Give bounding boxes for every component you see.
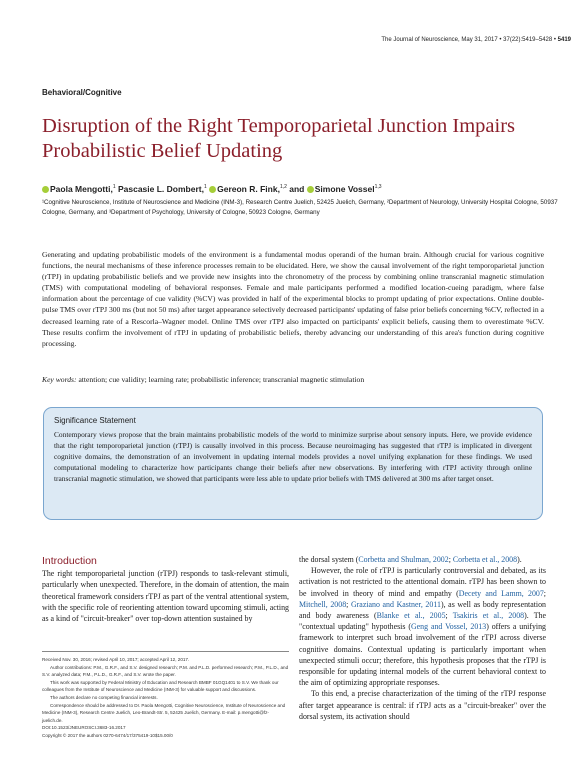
- footnote-funding: This work was supported by Federal Ministry of Education and Research BMBF 01GQ1401 to S.V. We thank our colleagues from the Institute of Neuroscience and Medicine (INM-3) for valuable support and discussions.: [42, 679, 279, 693]
- author-conjunction: and: [289, 184, 305, 194]
- significance-statement-box: [43, 407, 543, 520]
- author-affil-sup: 1: [112, 184, 116, 191]
- author-name[interactable]: Paola Mengotti,: [50, 184, 113, 194]
- author-name[interactable]: Simone Vossel: [314, 184, 375, 194]
- footnote-doi[interactable]: DOI:10.1523/JNEUROSCI.3683-16.2017: [42, 725, 126, 731]
- citation-link[interactable]: Decety and Lamm, 2007: [458, 588, 544, 598]
- keywords-label: Key words:: [42, 375, 77, 384]
- issue-pages: 37(22):5419–5428: [503, 37, 553, 43]
- author-affil-sup: 1,2: [279, 184, 287, 191]
- text-run: ) offers a unifying framework to interpret such broad involvement of the rTPJ across diverse cognitive domains. Contextual updating is particularly important when unexpected stimuli occur; therefore, this hypothesis proposes that the rTPJ is responsible for updating internal models of the current behavioral context to the aim of optimizing appropriate responses.: [299, 622, 546, 688]
- author-name[interactable]: Pascasie L. Dombert,: [117, 184, 204, 194]
- text-run: the dorsal system (: [299, 555, 359, 564]
- journal-citation: The Journal of Neuroscience, May 31, 2017: [381, 37, 498, 43]
- footnote-copyright: Copyright © 2017 the authors 0270-6474/17/375419-10$15.00/0: [42, 732, 173, 738]
- citation-link[interactable]: Blanke et al., 2005: [376, 611, 446, 621]
- text-run: However, the role of rTPJ is particularly controversial and debated, as its activation is not restricted to the attentional domain. rTPJ has been shown to be involved in theory of mind and empathy (: [299, 566, 546, 598]
- footnote-conflict: The authors declare no competing financial interests.: [50, 694, 158, 700]
- text-run: ;: [448, 555, 453, 564]
- page-number: 5419: [557, 37, 571, 43]
- running-header: The Journal of Neuroscience, May 31, 2017 • 37(22):5419–5428 • 5419: [381, 37, 571, 43]
- article-section: Behavioral/Cognitive: [42, 88, 122, 97]
- significance-title: Significance Statement: [54, 416, 136, 425]
- citation-link[interactable]: Mitchell, 2008: [299, 599, 347, 609]
- keywords: [42, 375, 364, 384]
- orcid-icon[interactable]: [209, 186, 216, 193]
- text-run: ), as well as body representation and body awareness (: [299, 599, 546, 621]
- citation-link[interactable]: Geng and Vossel, 2013: [410, 622, 487, 632]
- body-paragraph: [299, 554, 546, 565]
- footnotes: [42, 656, 289, 740]
- text-run: ;: [346, 599, 351, 609]
- author-name[interactable]: Gereon R. Fink,: [217, 184, 280, 194]
- text-run: ;: [543, 588, 546, 598]
- article-title: Disruption of the Right Temporoparietal Junction Impairs Probabilistic Belief Updating: [42, 115, 516, 162]
- text-run: ;: [445, 611, 453, 621]
- citation-link[interactable]: Corbetta et al., 2008: [452, 555, 518, 564]
- citation-link[interactable]: Graziano and Kastner, 2011: [350, 599, 441, 609]
- text-run: ). The "contextual updating" hypothesis (: [299, 611, 546, 632]
- citation-link[interactable]: Corbetta and Shulman, 2002: [358, 555, 449, 564]
- footnote-received: Received Nov. 30, 2016; revised April 10, 2017; accepted April 12, 2017.: [42, 657, 190, 662]
- body-paragraph: [299, 565, 546, 688]
- orcid-icon[interactable]: [307, 186, 314, 193]
- introduction-heading: Introduction: [42, 555, 97, 567]
- abstract: Generating and updating probabilistic models of the environment is a fundamental modus operandi of the human brain. Although crucial for various cognitive functions, the neural mechanisms of these inference processes remain to be elucidated. Here, we show the causal involvement of the right temporoparietal junction (rTPJ) in updating probabilistic beliefs and we provide new insights into the chronometry of the process by combining online transcranial magnetic stimulation (TMS) with computational modeling of behavioral responses. Female and male participants performed a modified location-cueing paradigm, where false information about the percentage of cue validity (%CV) was provided in half of the experimental blocks to prompt updating of prior expectations. Online double-pulse TMS over rTPJ 300 ms (but not 50 ms) after target appearance selectively decreased participants' updating of false prior beliefs concerning %CV, reflected in a decreased learning rate of a Rescorla–Wagner model. Online TMS over rTPJ also impacted on participants' explicit beliefs, causing them to overestimate %CV. These results confirm the involvement of rTPJ in updating of probabilistic beliefs, thereby advancing our understanding of this area's function during cognitive processing.: [42, 250, 544, 348]
- keywords-text: attention; cue validity; learning rate; probabilistic inference; transcranial magnetic stimulation: [78, 375, 365, 384]
- intro-paragraph: The right temporoparietal junction (rTPJ) responds to task-relevant stimuli, particularly when unexpected. Therefore, in the domain of attention, the main theoretical framework considers rTPJ as part of the ventral attentional system, with the specific role of reorienting attention toward upcoming stimuli, acting as a kind of "circuit-breaker" over top-down attention sustained by: [42, 569, 289, 624]
- footnote-contributions: Author contributions: P.M., G.R.F., and S.V. designed research; P.M. and P.L.D. performed research; P.M., P.L.D., and S.V. analyzed data; P.M., P.L.D., G.R.F., and S.V. wrote the paper.: [42, 664, 289, 678]
- right-column: [299, 554, 546, 722]
- citation-link[interactable]: Tsakiris et al., 2008: [452, 611, 525, 621]
- author-affil-sup: 1: [203, 184, 207, 191]
- left-column: [42, 556, 289, 624]
- orcid-icon[interactable]: [42, 186, 49, 193]
- footnote-correspondence: Correspondence should be addressed to Dr. Paola Mengotti, Cognitive Neuroscience, Institute of Neuroscience and Medicine (INM-3), Research Centre Juelich, Leo-Brandt-Str. 5, 52425 Juelich, Germany. E-mail: p.mengotti@fz-juelich.de.: [42, 702, 286, 723]
- affiliations: ¹Cognitive Neuroscience, Institute of Neuroscience and Medicine (INM-3), Research Centre Juelich, 52425 Juelich, Germany, ²Department of Neurology, University Hospital Cologne, 50937 Cologne, Germany, and ³Department of Psychology, University of Cologne, 50923 Cologne, Germany: [42, 199, 558, 216]
- significance-text: Contemporary views propose that the brain maintains probabilistic models of the world to minimize surprise about sensory inputs. Here, we provide evidence that the right temporoparietal junction (rTPJ) is causally involved in this process. Because neuroimaging has suggested that rTPJ is implicated in divergent cognitive domains, the demonstration of an involvement in updating internal models provides a novel unifying explanation for these findings. We used computational modeling to characterize how participants change their beliefs after new observations. By interfering with rTPJ activity through online transcranial magnetic stimulation, we showed that participants were less able to update prior beliefs with TMS delivered at 300 ms after target onset.: [54, 430, 532, 483]
- footnote-divider: [42, 651, 289, 652]
- text-run: ).: [517, 555, 522, 564]
- author-affil-sup: 1,3: [374, 184, 382, 191]
- author-list: [42, 184, 382, 194]
- body-paragraph: To this end, a precise characterization of the timing of the rTPJ response after target appearance is central: if rTPJ acts as a "circuit-breaker" over the dorsal system, its activation should: [299, 689, 546, 721]
